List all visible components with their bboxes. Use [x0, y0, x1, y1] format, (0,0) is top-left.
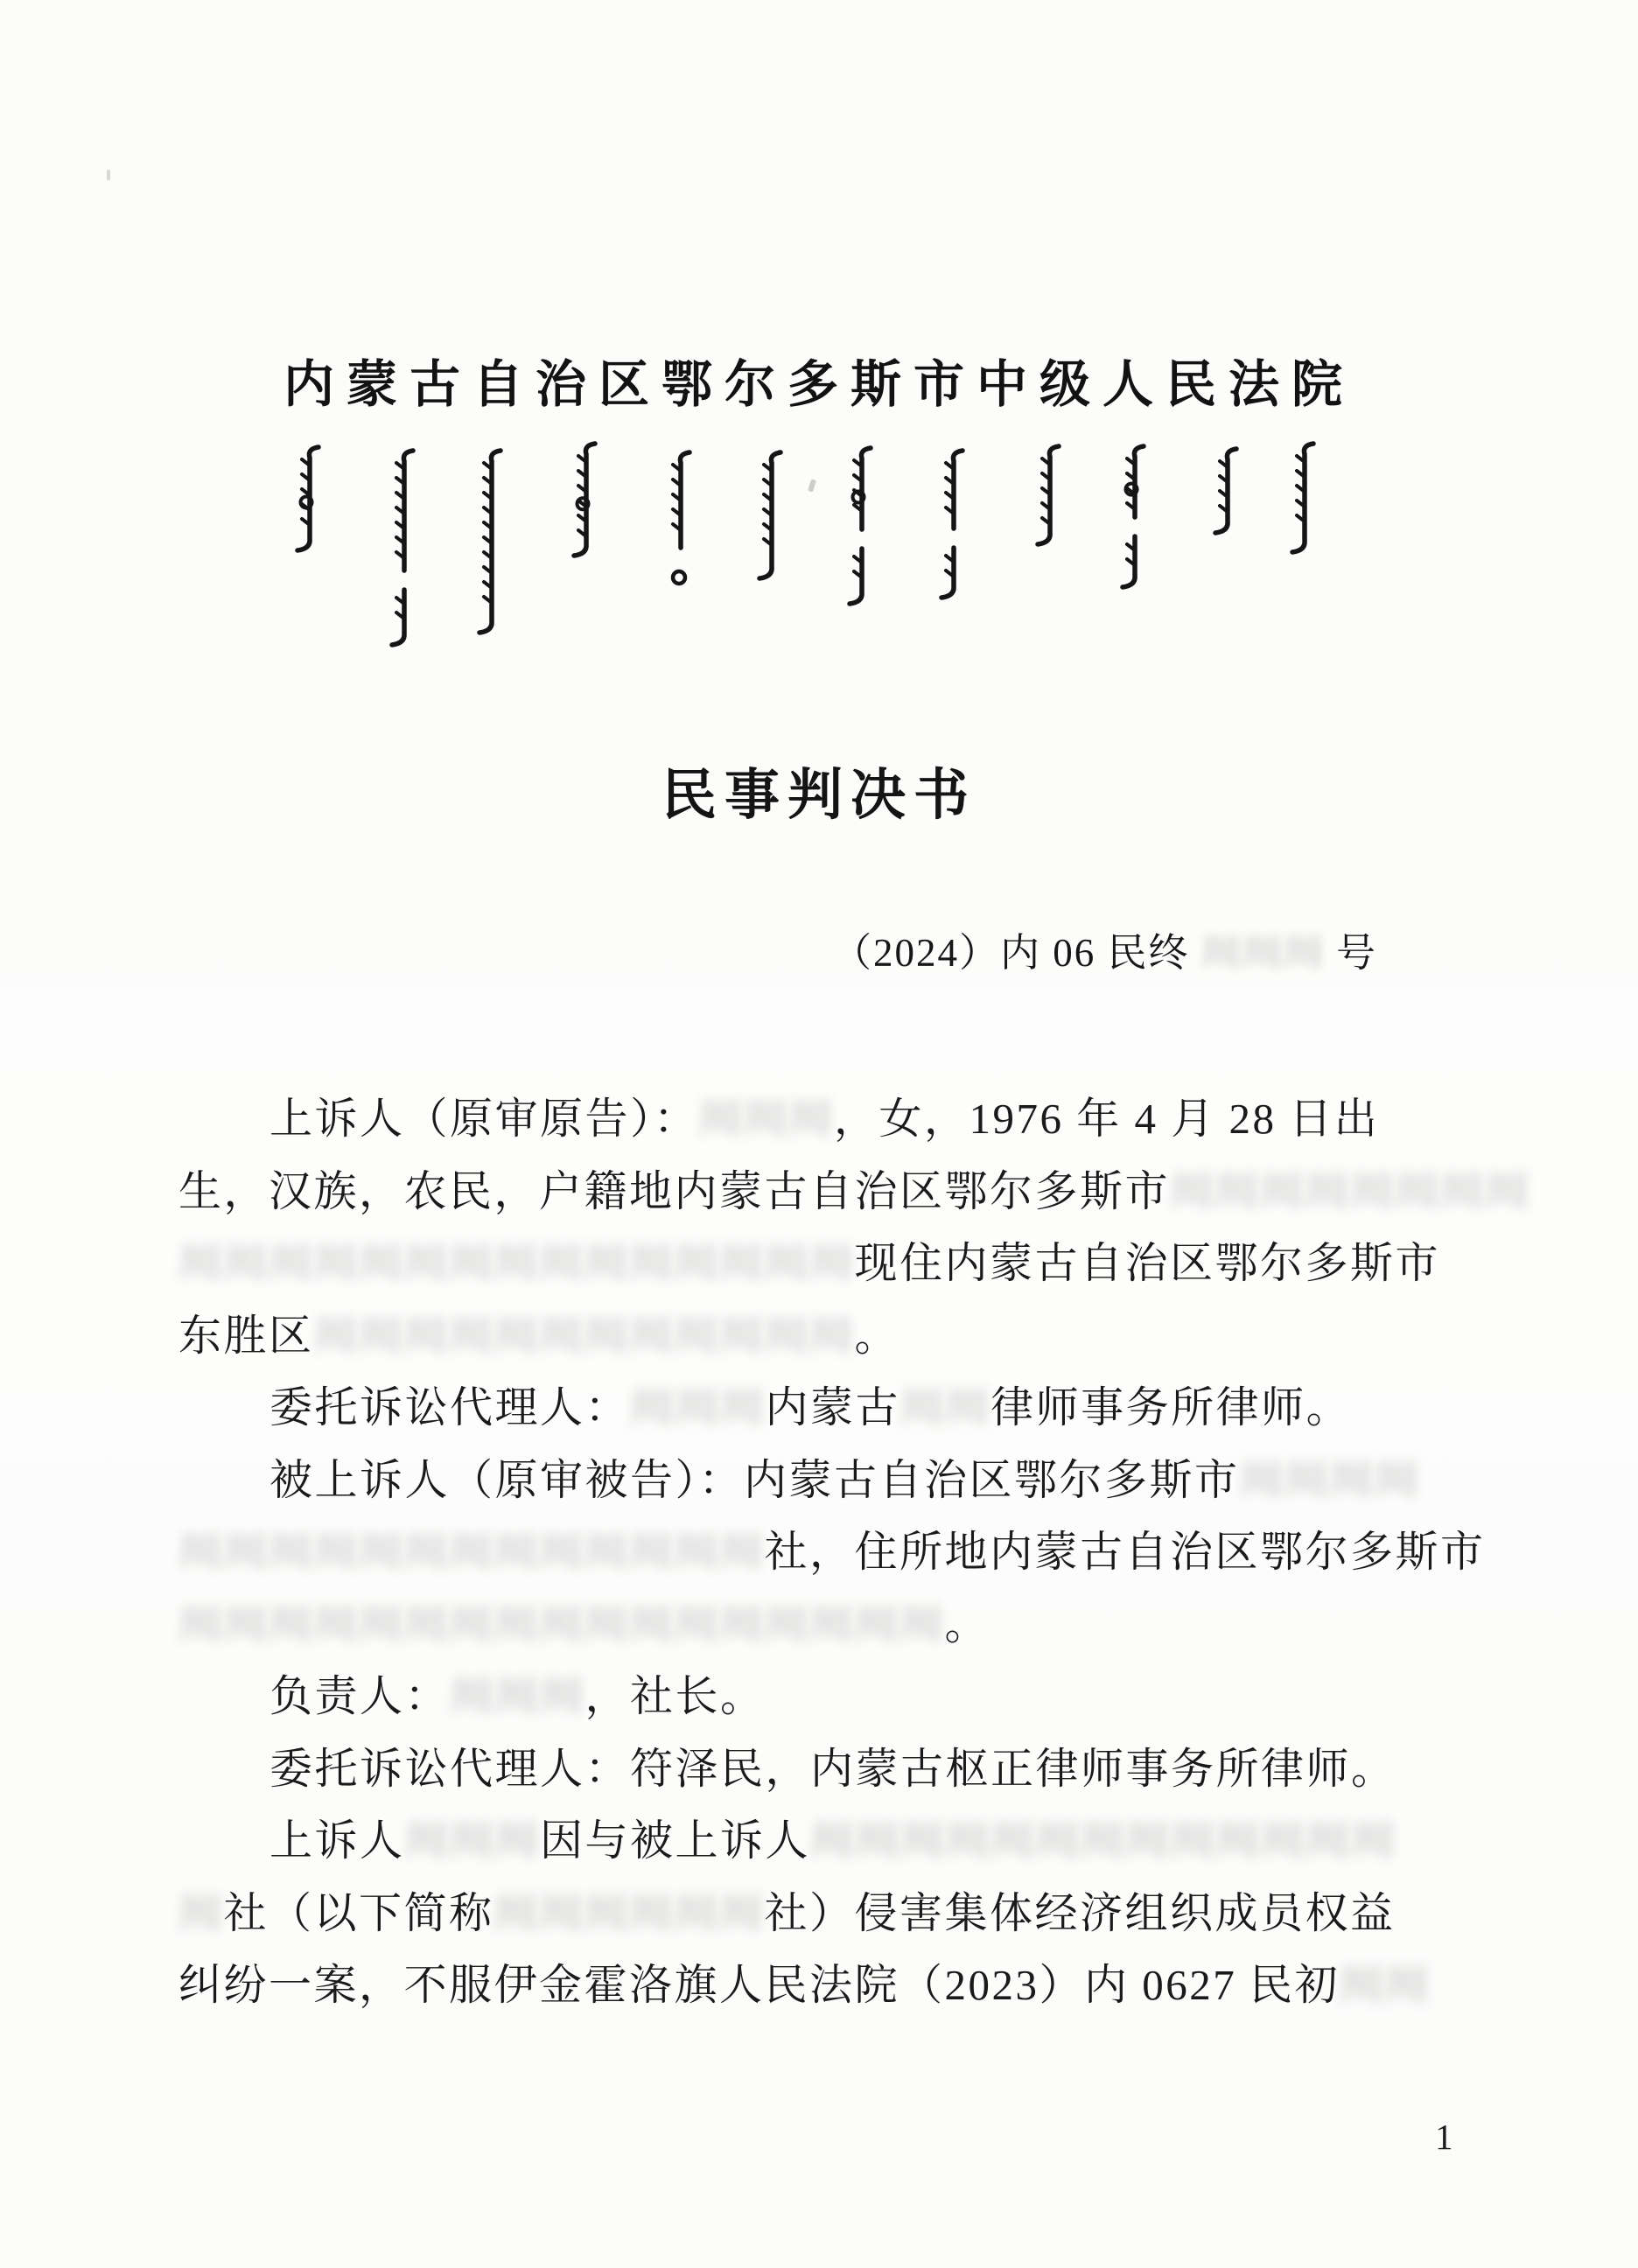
redacted-text: 川川川川川川川川	[1170, 1167, 1531, 1214]
body-line	[178, 1733, 1517, 1806]
redacted-text: 川川川川川川川川川川川川川	[178, 1529, 765, 1575]
text-segment: ，社长。	[584, 1672, 766, 1720]
redacted-text: 川川川	[450, 1673, 585, 1719]
redacted-text: 川川川川川川	[494, 1889, 765, 1936]
body-line	[178, 1950, 1517, 2022]
redacted-text: 川川川川	[1239, 1456, 1420, 1503]
body-line	[178, 1589, 1517, 1662]
body-line	[178, 1516, 1517, 1589]
text-segment: （2024）内 06 民终	[831, 931, 1201, 975]
text-segment: 东胜区	[178, 1311, 314, 1360]
text-segment: 纠纷一案，不服伊金霍洛旗人民法院（2023）内 0627 民初	[178, 1961, 1340, 2009]
scan-speck	[107, 170, 110, 180]
body-line	[178, 1083, 1517, 1156]
redacted-text: 川川	[1340, 1962, 1431, 2008]
body-line	[178, 1300, 1517, 1373]
text-segment: 生，汉族，农民，户籍地内蒙古自治区鄂尔多斯市	[178, 1166, 1171, 1215]
redacted-text: 川川川	[404, 1817, 541, 1864]
text-segment: 社，住所地内蒙古自治区鄂尔多斯市	[764, 1528, 1486, 1576]
redacted-text: 川川川	[630, 1384, 766, 1431]
page-number: 1	[1435, 2117, 1453, 2157]
text-segment: ，女，1976 年 4 月 28 日出	[834, 1095, 1380, 1143]
case-number	[832, 926, 1377, 980]
scan-speck	[808, 479, 816, 492]
body-line	[178, 1445, 1517, 1517]
redacted-text: 川川川川川川川川川川川川川川川	[178, 1240, 855, 1286]
document-body	[178, 1083, 1531, 2022]
text-segment: 。	[944, 1600, 990, 1648]
text-segment: 负责人：	[270, 1672, 451, 1720]
text-segment: 委托诉讼代理人：	[270, 1383, 631, 1432]
text-segment: 被上诉人（原审被告）：内蒙古自治区鄂尔多斯市	[270, 1455, 1240, 1504]
body-line	[178, 1878, 1517, 1950]
body-line	[178, 1228, 1517, 1300]
text-segment: 因与被上诉人	[540, 1816, 811, 1865]
court-name-title: 内蒙古自治区鄂尔多斯市中级人民法院	[283, 356, 1354, 413]
redacted-text: 川川	[900, 1384, 991, 1431]
text-segment: 上诉人	[270, 1816, 405, 1865]
redacted-text: 川川川川川川川川川川川川川川川川川	[178, 1600, 945, 1648]
redacted-text: 川川川川川川川川川川川川	[313, 1312, 855, 1359]
body-line	[178, 1372, 1517, 1445]
text-segment: 现住内蒙古自治区鄂尔多斯市	[854, 1239, 1441, 1287]
text-segment: 上诉人（原审原告）：	[270, 1095, 699, 1143]
redacted-text: 川川川	[1200, 932, 1325, 974]
text-segment: 律师事务所律师。	[990, 1383, 1352, 1432]
redacted-text: 川	[178, 1889, 224, 1936]
body-line	[178, 1661, 1517, 1733]
text-segment: 社（以下简称	[223, 1888, 494, 1937]
body-line	[178, 1156, 1531, 1228]
redacted-text: 川川川川川川川川川川川川川	[810, 1817, 1396, 1864]
document-type-title: 民事判决书	[662, 765, 976, 826]
body-line	[178, 1805, 1517, 1878]
text-segment: 号	[1324, 931, 1377, 975]
text-segment: 内蒙古	[765, 1383, 901, 1432]
text-segment: 。	[854, 1311, 900, 1360]
text-segment: 委托诉讼代理人：符泽民，内蒙古枢正律师事务所律师。	[270, 1744, 1396, 1793]
text-segment: 社）侵害集体经济组织成员权益	[764, 1888, 1396, 1937]
redacted-text: 川川川	[698, 1096, 835, 1142]
